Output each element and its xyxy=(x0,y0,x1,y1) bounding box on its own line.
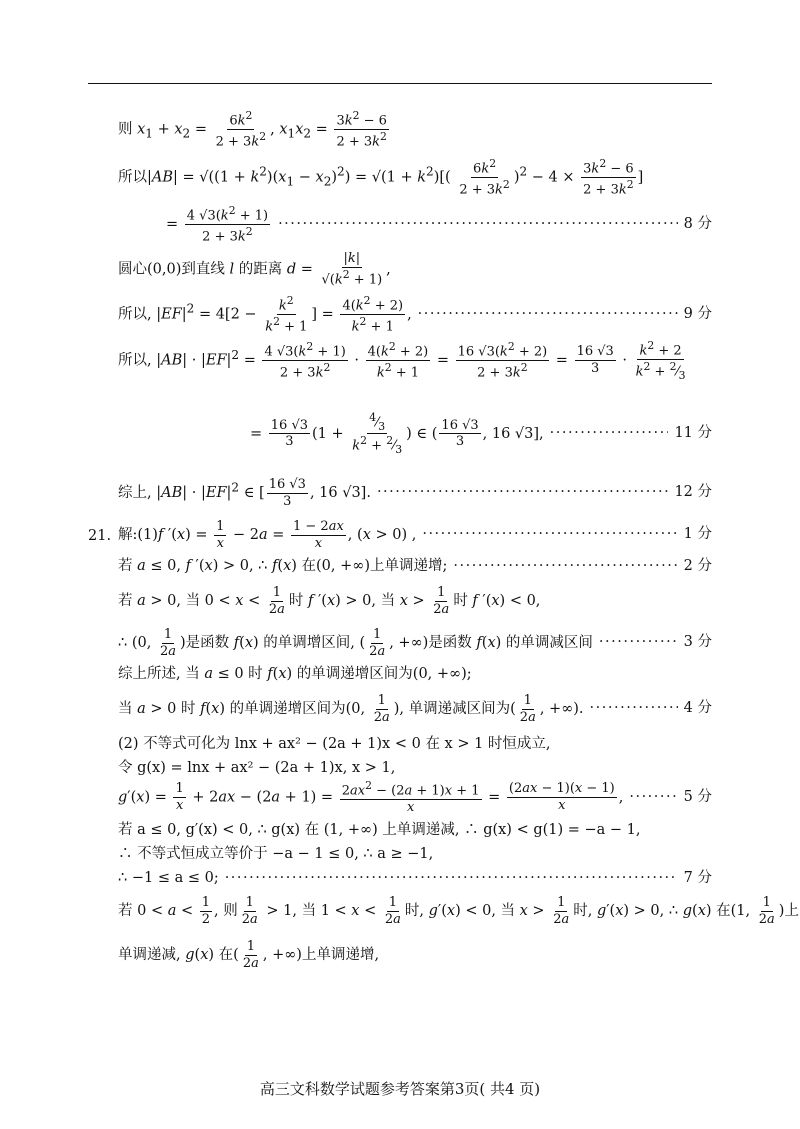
text-summary: 综上, $|AB| \cdot |EF|^2$ ∈ [ $\frac{16 √3}{3}$ , 16 √3]. xyxy=(118,477,371,509)
line-derivative xyxy=(118,520,712,550)
score-8: 8 分 xyxy=(683,215,712,232)
line-summary-1 xyxy=(118,666,712,683)
line-ab-result xyxy=(166,205,712,244)
leader-dots xyxy=(550,425,669,442)
text-g-case2-cont: 单调递减, g(x) 在( $\frac{1}{2a}$ , +∞)上单调递增, xyxy=(118,939,380,971)
score-1: 1 分 xyxy=(683,526,712,543)
line-ab-length xyxy=(118,158,712,197)
score-2: 2 分 xyxy=(683,558,712,574)
score-9: 9 分 xyxy=(683,305,712,322)
text-ab-result: = $\frac{4 √3(k^2 + 1)}{2 + 3k^2}$ xyxy=(166,204,269,245)
line-product xyxy=(118,340,712,381)
line-g-derivative xyxy=(118,780,712,815)
text-product: 所以, $|AB| \cdot |EF|^2$ = $\frac{4 √3(k^2 + 1)}{2 + 3k^2}$ · $\frac{4(k^2 + 2)}{k^2 + 1}$ = $\frac{16 √3(k^2 + 2)}{2 + 3k^2}$ = $\frac{16 √3}{3}$ · $\frac{k^2 + 2}{k^2 + ^2⁄_3}$ xyxy=(118,339,686,382)
line-case-a-pos xyxy=(118,586,712,616)
text-summary-2: 当 a > 0 时 f(x) 的单调递增区间为(0, $\frac{1}{2a}$ ), 单调递减区间为( $\frac{1}{2a}$ , +∞). xyxy=(118,693,584,725)
text-summary-1: 综上所述, 当 a ≤ 0 时 f(x) 的单调递增区间为(0, +∞); xyxy=(118,666,472,682)
leader-dots xyxy=(599,634,678,651)
text-define-g: 令 g(x) = lnx + ax² − (2a + 1)x, x > 1, xyxy=(118,760,396,776)
line-part2 xyxy=(118,736,712,753)
line-g-case2 xyxy=(118,895,799,927)
leader-dots xyxy=(225,870,678,887)
leader-dots xyxy=(629,789,677,806)
score-3: 3 分 xyxy=(683,634,712,651)
line-ef xyxy=(118,295,712,334)
line-equivalent xyxy=(118,846,712,863)
line-case-a-nonpos xyxy=(118,558,712,575)
question-number: 21. xyxy=(88,528,112,544)
score-7: 7 分 xyxy=(683,870,712,886)
line-define-g xyxy=(118,760,712,777)
score-12: 12 分 xyxy=(674,484,712,501)
text-g-case1: 若 a ≤ 0, g′(x) < 0, ∴ g(x) 在 (1, +∞) 上单调递减, ∴ g(x) < g(1) = −a − 1, xyxy=(118,822,641,838)
leader-dots xyxy=(422,526,677,543)
line-distance xyxy=(118,252,712,287)
line-summary-2 xyxy=(118,694,712,724)
page-footer: 高三文科数学试题参考答案第3页( 共4 页) xyxy=(259,1080,541,1098)
text-x1x2: 则 $x_1 + x_2$ = $\frac{6k^2}{2 + 3k^2}$ , $x_1x_2$ = $\frac{3k^2 - 6}{2 + 3k^2}$ xyxy=(118,109,387,150)
text-ef: 所以, $|EF|^2 = 4[2$ − $\frac{k^2}{k^2 + 1}$ ] = $\frac{4(k^2 + 2)}{k^2 + 1}$ , xyxy=(118,294,412,335)
text-part2: (2) 不等式可化为 lnx + ax² − (2a + 1)x < 0 在 x > 1 时恒成立, xyxy=(118,736,551,752)
line-g-case1 xyxy=(118,822,712,839)
leader-dots xyxy=(453,558,677,575)
line-g-case2-cont xyxy=(118,940,712,970)
line-intervals xyxy=(118,628,712,658)
line-range-a xyxy=(118,870,712,887)
leader-dots xyxy=(418,306,678,323)
leader-dots xyxy=(590,700,678,717)
text-distance: 圆心(0,0)到直线 l 的距离 d = $\frac{|k|}{√(k^2 + 1)}$ , xyxy=(118,251,391,287)
text-g-derivative: g′(x) = $\frac{1}{x}$ + 2ax − (2a + 1) = $\frac{2ax^2 - (2a + 1)x + 1}{x}$ = $\frac{(2ax - 1)(x - 1)}{x}$ , xyxy=(118,779,624,815)
leader-dots xyxy=(278,216,678,233)
text-derivative: 解:(1)f ′(x) = $\frac{1}{x}$ − 2a = $\frac{1 - 2ax}{x}$ , (x > 0) , xyxy=(118,519,417,551)
leader-dots xyxy=(377,484,668,501)
text-intervals: ∴ (0, $\frac{1}{2a}$ )是函数 f(x) 的单调增区间, ( $\frac{1}{2a}$ , +∞)是函数 f(x) 的单调减区间 xyxy=(118,627,593,659)
line-range xyxy=(250,412,712,456)
line-summary xyxy=(118,478,712,508)
score-5: 5 分 xyxy=(683,788,712,805)
text-case-a-nonpos: 若 a ≤ 0, f ′(x) > 0, ∴ f(x) 在(0, +∞)上单调递增; xyxy=(118,558,448,574)
text-equivalent: ∴ 不等式恒成立等价于 −a − 1 ≤ 0, ∴ a ≥ −1, xyxy=(118,846,434,862)
line-x1x2 xyxy=(118,110,712,149)
text-ab-length: 所以$|AB| = √((1 + k^2)(x_1 - x_2)^2) = √(1 + k^2)$[( $\frac{6k^2}{2 + 3k^2}$ )$^2$ − 4 × $\frac{3k^2 - 6}{2 + 3k^2}$ ] xyxy=(118,157,644,198)
score-4: 4 分 xyxy=(683,700,712,717)
text-range-a: ∴ −1 ≤ a ≤ 0; xyxy=(118,870,219,886)
text-g-case2: 若 0 < a < $\frac{1}{2}$ , 则 $\frac{1}{2a}$ > 1, 当 1 < x < $\frac{1}{2a}$ 时, g′(x) < 0, 当 x > $\frac{1}{2a}$ 时, g′(x) > 0, ∴ g(x) 在(1, $\frac{1}{2a}$ )上 xyxy=(118,895,799,927)
text-range: = $\frac{16 √3}{3}$ (1 + $\frac{^4⁄_3}{k^2 + ^2⁄_3}$ ) ∈ ( $\frac{16 √3}{3}$ , 16 √3], xyxy=(250,411,544,457)
text-case-a-pos: 若 a > 0, 当 0 < x < $\frac{1}{2a}$ 时 f ′(x) > 0, 当 x > $\frac{1}{2a}$ 时 f ′(x) < 0, xyxy=(118,585,541,617)
score-11: 11 分 xyxy=(674,425,712,442)
header-rule xyxy=(88,83,712,84)
